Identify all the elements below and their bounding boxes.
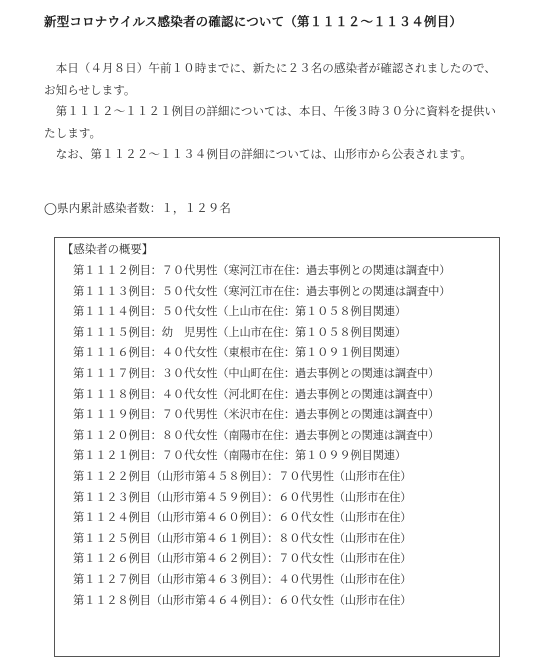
case-summary-box	[54, 237, 500, 657]
case-item: 第１１１５例目：幼 児男性（上山市在住：第１０５８例目関連）	[73, 325, 406, 339]
case-item: 第１１１６例目：４０代女性（東根市在住：第１０９１例目関連）	[73, 346, 406, 360]
case-item: 第１１２６例目（山形市第４６２例目）：７０代女性（山形市在住）	[73, 552, 412, 566]
case-list	[73, 261, 450, 611]
announcement-body	[44, 58, 500, 166]
case-item: 第１１１３例目：５０代女性（寒河江市在住：過去事例との関連は調査中）	[73, 284, 451, 298]
paragraph-materials: 第１１１２～１１２１例目の詳細については、本日、午後３時３０分に資料を提供いたします。	[44, 104, 496, 140]
document-title: 新型コロナウイルス感染者の確認について（第１１１２～１１３４例目）	[44, 14, 463, 29]
case-item: 第１１２４例目（山形市第４６０例目）：６０代女性（山形市在住）	[73, 511, 412, 525]
case-item: 第１１２５例目（山形市第４６１例目）：８０代女性（山形市在住）	[73, 531, 412, 545]
case-item: 第１１１９例目：７０代男性（米沢市在住：過去事例との関連は調査中）	[73, 408, 440, 422]
case-item: 第１１２８例目（山形市第４６４例目）：６０代女性（山形市在住）	[73, 593, 412, 607]
case-item: 第１１１７例目：３０代女性（中山町在住：過去事例との関連は調査中）	[73, 366, 440, 380]
case-item: 第１１１８例目：４０代女性（河北町在住：過去事例との関連は調査中）	[73, 387, 440, 401]
case-item: 第１１２３例目（山形市第４５９例目）：６０代男性（山形市在住）	[73, 490, 412, 504]
case-item: 第１１１２例目：７０代男性（寒河江市在住：過去事例との関連は調査中）	[73, 264, 451, 277]
case-item: 第１１２０例目：８０代女性（南陽市在住：過去事例との関連は調査中）	[73, 428, 440, 442]
case-item: 第１１２７例目（山形市第４６３例目）：４０代男性（山形市在住）	[73, 572, 412, 586]
case-item: 第１１１４例目：５０代女性（上山市在住：第１０５８例目関連）	[73, 305, 406, 319]
paragraph-new-cases: 本日（４月８日）午前１０時までに、新たに２３名の感染者が確認されましたので、お知らせします。	[44, 61, 496, 97]
case-item: 第１１２２例目（山形市第４５８例目）：７０代男性（山形市在住）	[73, 469, 412, 483]
cumulative-total: ◯県内累計感染者数：１，１２９名	[44, 201, 231, 215]
paragraph-yamagata-city: なお、第１１２２～１１３４例目の詳細については、山形市から公表されます。	[55, 147, 472, 161]
case-item: 第１１２１例目：７０代女性（南陽市在住：第１０９９例目関連）	[73, 449, 406, 463]
case-summary-heading: 【感染者の概要】	[62, 242, 154, 256]
